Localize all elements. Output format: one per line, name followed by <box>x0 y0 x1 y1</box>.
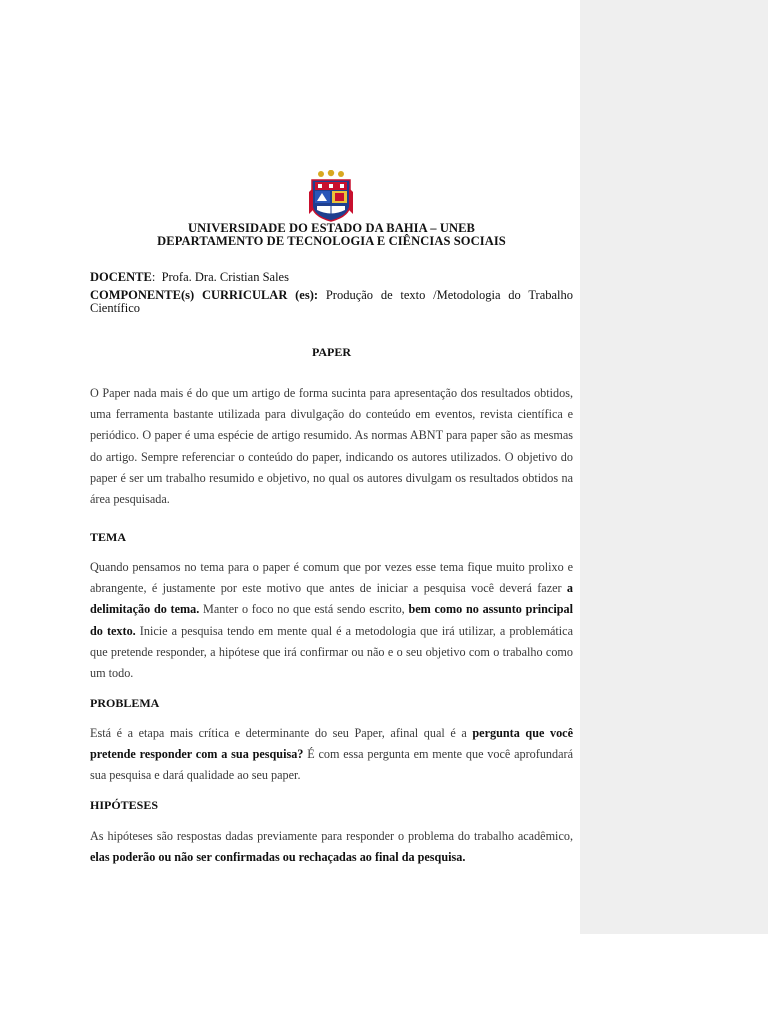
hipoteses-heading: HIPÓTESES <box>90 798 159 812</box>
tema-text-2: Manter o foco no que está sendo escrito, <box>199 602 409 617</box>
docente-label: DOCENTE <box>90 270 152 284</box>
intro-paragraph: O Paper nada mais é do que um artigo de forma sucinta para apresentação dos resultados obtidos, uma ferramenta bastante utilizada para divulgação do conteúdo em eventos, revista científica e periódico. O paper é uma espécie de artigo resumido. As normas ABNT para paper são as mesmas do artigo. Sempre referenciar o conteúdo do paper, indicando os autores utilizados. O objetivo do paper é ser um trabalho resumido e objetivo, no qual os autores divulgam os resultados obtidos na área pesquisada. <box>90 386 573 507</box>
componente-label: COMPONENTE(s) CURRICULAR (es): <box>90 288 319 302</box>
tema-bold-2: bem como no assunto principal do texto. <box>90 602 573 638</box>
problema-heading: PROBLEMA <box>90 696 160 710</box>
problema-text-2: É com essa pergunta em mente que você aprofundará sua pesquisa e dará qualidade ao seu paper. <box>90 747 573 783</box>
docente-value: Profa. Dra. Cristian Sales <box>161 270 289 284</box>
hipoteses-bold-1: elas poderão ou não ser confirmadas ou rechaçadas ao final da pesquisa. <box>90 850 466 865</box>
hipoteses-paragraph <box>90 826 573 868</box>
componente-value: Produção de texto /Metodologia do Trabalho Científico <box>90 288 574 315</box>
department-name: DEPARTAMENTO DE TECNOLOGIA E CIÊNCIAS SOCIAIS <box>157 234 506 248</box>
problema-bold-1: pergunta que você pretende responder com a sua pesquisa? <box>90 726 573 762</box>
componente-line <box>90 289 573 315</box>
tema-text-3: Inicie a pesquisa tendo em mente qual é a metodologia que irá utilizar, a problemática que pretende responder, a hipótese que irá confirmar ou não e o seu objetivo com o trabalho como um todo. <box>90 623 573 681</box>
tema-heading: TEMA <box>90 530 126 544</box>
tema-bold-1: a delimitação do tema. <box>90 581 573 617</box>
docente-line: DOCENTE: Profa. Dra. Cristian Sales <box>90 270 289 284</box>
comment-pane <box>580 0 768 934</box>
problema-paragraph <box>90 723 573 787</box>
document-title: PAPER <box>311 345 352 359</box>
problema-text-1: Está é a etapa mais crítica e determinante do seu Paper, afinal qual é a <box>90 726 473 740</box>
tema-text-1: Quando pensamos no tema para o paper é comum que por vezes esse tema fique muito prolixo e abrangente, é justamente por este motivo que antes de iniciar a pesquisa você deverá fazer <box>90 560 573 596</box>
tema-paragraph <box>90 557 573 684</box>
university-crest-logo <box>308 170 354 222</box>
university-name: UNIVERSIDADE DO ESTADO DA BAHIA – UNEB <box>188 221 475 235</box>
hipoteses-text-1: As hipóteses são respostas dadas previamente para responder o problema do trabalho acadêmico, <box>90 829 573 843</box>
